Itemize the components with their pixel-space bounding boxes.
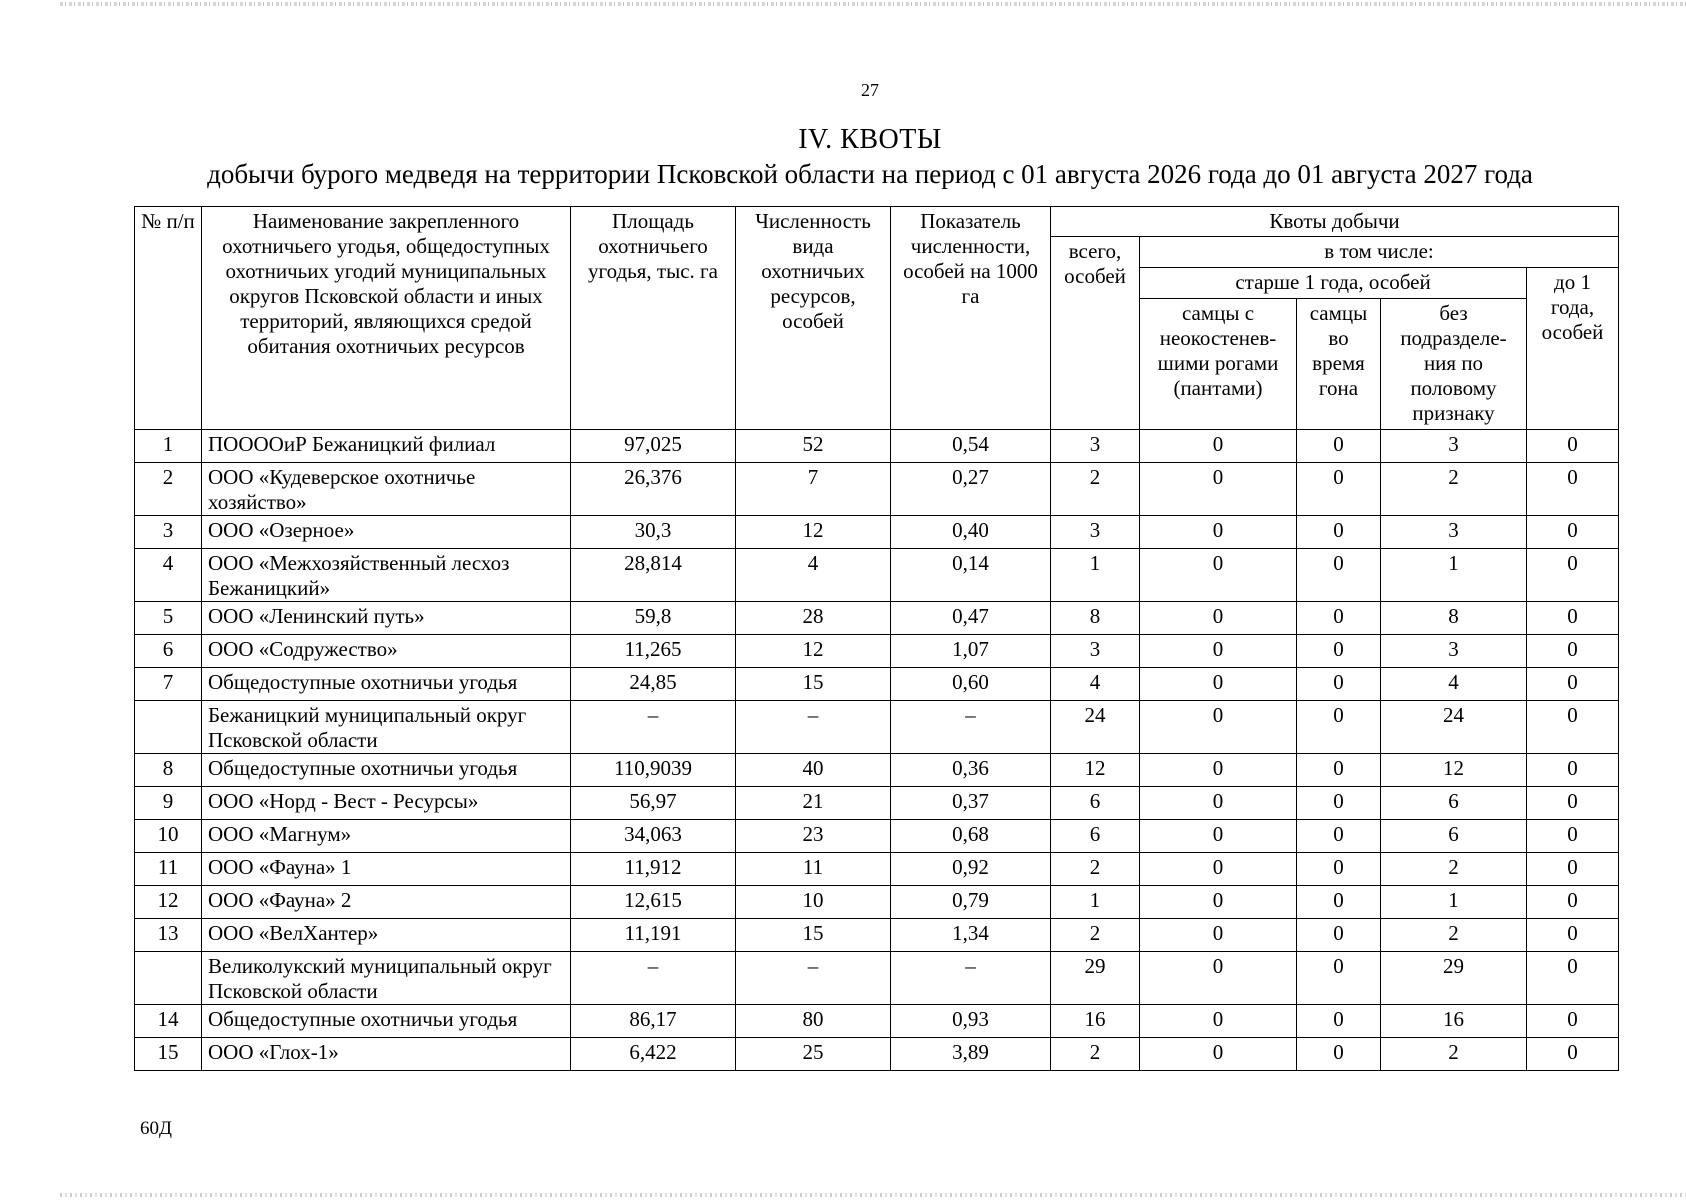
cell-area: 11,265: [571, 635, 736, 668]
cell-males-rut: 0: [1297, 919, 1381, 952]
table-row: [135, 787, 1619, 820]
cell-area: 11,191: [571, 919, 736, 952]
cell-population: 15: [736, 668, 891, 701]
cell-population: 28: [736, 602, 891, 635]
cell-total: 16: [1051, 1005, 1140, 1038]
cell-name: ООО «Межхозяйственный лесхоз Бежаницкий»: [202, 549, 571, 602]
cell-total: 2: [1051, 463, 1140, 516]
cell-total: 6: [1051, 787, 1140, 820]
table-row: [135, 919, 1619, 952]
cell-males-antlers: 0: [1140, 430, 1297, 463]
cell-males-rut: 0: [1297, 1038, 1381, 1071]
cell-density: 0,37: [891, 787, 1051, 820]
header-total: всего, особей: [1051, 237, 1140, 430]
cell-males-antlers: 0: [1140, 549, 1297, 602]
cell-under1: 0: [1527, 549, 1619, 602]
table-row: [135, 602, 1619, 635]
cell-num: 8: [135, 754, 202, 787]
table-row: [135, 754, 1619, 787]
cell-males-rut: 0: [1297, 668, 1381, 701]
cell-males-antlers: 0: [1140, 886, 1297, 919]
cell-name: ООО «Норд - Вест - Ресурсы»: [202, 787, 571, 820]
cell-name: Общедоступные охотничьи угодья: [202, 754, 571, 787]
cell-under1: 0: [1527, 1038, 1619, 1071]
cell-males-antlers: 0: [1140, 516, 1297, 549]
cell-num: 2: [135, 463, 202, 516]
cell-no-gender: 2: [1381, 1038, 1527, 1071]
cell-total: 6: [1051, 820, 1140, 853]
header-name: Наименование закрепленного охотничьего угодья, общедоступных охотничьих угодий муниципальных округов Псковской области и иных территорий, являющихся средой обитания охотничьих ресурсов: [202, 207, 571, 430]
cell-density: 0,93: [891, 1005, 1051, 1038]
cell-name: ПООООиР Бежаницкий филиал: [202, 430, 571, 463]
cell-no-gender: 6: [1381, 787, 1527, 820]
cell-density: 0,79: [891, 886, 1051, 919]
table-row: [135, 886, 1619, 919]
cell-population: –: [736, 952, 891, 1005]
table-row: [135, 516, 1619, 549]
header-num: № п/п: [135, 207, 202, 430]
cell-males-rut: 0: [1297, 516, 1381, 549]
header-area: Площадь охотничьего угодья, тыс. га: [571, 207, 736, 430]
cell-num: 6: [135, 635, 202, 668]
cell-total: 3: [1051, 635, 1140, 668]
cell-density: –: [891, 701, 1051, 754]
cell-no-gender: 2: [1381, 919, 1527, 952]
cell-area: 11,912: [571, 853, 736, 886]
cell-name: ООО «ВелХантер»: [202, 919, 571, 952]
cell-area: 56,97: [571, 787, 736, 820]
cell-males-rut: 0: [1297, 1005, 1381, 1038]
cell-num: 14: [135, 1005, 202, 1038]
table-row: [135, 635, 1619, 668]
cell-no-gender: 3: [1381, 635, 1527, 668]
cell-total: 1: [1051, 886, 1140, 919]
cell-no-gender: 1: [1381, 549, 1527, 602]
cell-no-gender: 8: [1381, 602, 1527, 635]
cell-num: 7: [135, 668, 202, 701]
cell-total: 12: [1051, 754, 1140, 787]
cell-under1: 0: [1527, 820, 1619, 853]
cell-males-antlers: 0: [1140, 668, 1297, 701]
cell-population: 15: [736, 919, 891, 952]
cell-area: –: [571, 701, 736, 754]
cell-name: ООО «Глох-1»: [202, 1038, 571, 1071]
cell-no-gender: 16: [1381, 1005, 1527, 1038]
cell-total: 1: [1051, 549, 1140, 602]
cell-no-gender: 4: [1381, 668, 1527, 701]
cell-males-antlers: 0: [1140, 602, 1297, 635]
cell-population: 21: [736, 787, 891, 820]
table-row: [135, 701, 1619, 754]
cell-no-gender: 6: [1381, 820, 1527, 853]
cell-total: 2: [1051, 853, 1140, 886]
cell-num: [135, 952, 202, 1005]
cell-name: Бежаницкий муниципальный округ Псковской области: [202, 701, 571, 754]
cell-males-antlers: 0: [1140, 853, 1297, 886]
cell-area: 110,9039: [571, 754, 736, 787]
cell-males-rut: 0: [1297, 602, 1381, 635]
cell-males-antlers: 0: [1140, 463, 1297, 516]
cell-area: 86,17: [571, 1005, 736, 1038]
cell-males-rut: 0: [1297, 549, 1381, 602]
cell-density: 0,14: [891, 549, 1051, 602]
cell-population: 25: [736, 1038, 891, 1071]
cell-population: 12: [736, 635, 891, 668]
cell-area: 24,85: [571, 668, 736, 701]
cell-name: ООО «Озерное»: [202, 516, 571, 549]
cell-name: ООО «Фауна» 2: [202, 886, 571, 919]
cell-under1: 0: [1527, 635, 1619, 668]
cell-under1: 0: [1527, 886, 1619, 919]
cell-area: –: [571, 952, 736, 1005]
cell-name: ООО «Ленинский путь»: [202, 602, 571, 635]
cell-num: [135, 701, 202, 754]
table-row: [135, 668, 1619, 701]
cell-males-antlers: 0: [1140, 787, 1297, 820]
cell-males-rut: 0: [1297, 430, 1381, 463]
cell-area: 28,814: [571, 549, 736, 602]
header-density: Показатель численности, особей на 1000 га: [891, 207, 1051, 430]
cell-population: 40: [736, 754, 891, 787]
cell-total: 2: [1051, 919, 1140, 952]
cell-under1: 0: [1527, 754, 1619, 787]
cell-males-antlers: 0: [1140, 919, 1297, 952]
cell-area: 97,025: [571, 430, 736, 463]
cell-males-antlers: 0: [1140, 952, 1297, 1005]
cell-males-rut: 0: [1297, 886, 1381, 919]
cell-population: 52: [736, 430, 891, 463]
cell-name: ООО «Кудеверское охотничье хозяйство»: [202, 463, 571, 516]
cell-density: 0,40: [891, 516, 1051, 549]
quota-table: [134, 206, 1619, 1071]
cell-num: 15: [135, 1038, 202, 1071]
header-males-antlers: самцы с неокостенев-шими рогами (пантами): [1140, 299, 1297, 430]
cell-no-gender: 2: [1381, 463, 1527, 516]
cell-population: 4: [736, 549, 891, 602]
cell-males-rut: 0: [1297, 820, 1381, 853]
cell-under1: 0: [1527, 787, 1619, 820]
cell-area: 26,376: [571, 463, 736, 516]
table-row: [135, 1038, 1619, 1071]
table-row: [135, 853, 1619, 886]
cell-name: Общедоступные охотничьи угодья: [202, 1005, 571, 1038]
cell-density: 1,07: [891, 635, 1051, 668]
cell-males-rut: 0: [1297, 952, 1381, 1005]
header-including: в том числе:: [1140, 237, 1619, 268]
cell-males-rut: 0: [1297, 463, 1381, 516]
table-row: [135, 463, 1619, 516]
cell-no-gender: 24: [1381, 701, 1527, 754]
table-row: [135, 430, 1619, 463]
table-row: [135, 1005, 1619, 1038]
cell-total: 24: [1051, 701, 1140, 754]
cell-num: 10: [135, 820, 202, 853]
header-under1: до 1 года, особей: [1527, 268, 1619, 430]
header-quotas: Квоты добычи: [1051, 207, 1619, 237]
section-subtitle: добычи бурого медведя на территории Псковской области на период с 01 августа 2026 года до 01 августа 2027 года: [207, 159, 1533, 189]
cell-under1: 0: [1527, 430, 1619, 463]
cell-males-antlers: 0: [1140, 1038, 1297, 1071]
cell-under1: 0: [1527, 602, 1619, 635]
header-no-gender: без подразделе-ния по половому признаку: [1381, 299, 1527, 430]
header-older: старше 1 года, особей: [1140, 268, 1527, 299]
cell-under1: 0: [1527, 1005, 1619, 1038]
document-code: 60Д: [140, 1118, 172, 1139]
scan-edge-top: [60, 2, 1686, 6]
cell-males-antlers: 0: [1140, 701, 1297, 754]
cell-area: 30,3: [571, 516, 736, 549]
cell-population: 23: [736, 820, 891, 853]
cell-density: 0,60: [891, 668, 1051, 701]
cell-males-rut: 0: [1297, 754, 1381, 787]
cell-name: Общедоступные охотничьи угодья: [202, 668, 571, 701]
cell-density: 0,27: [891, 463, 1051, 516]
cell-num: 3: [135, 516, 202, 549]
cell-num: 11: [135, 853, 202, 886]
cell-name: ООО «Содружество»: [202, 635, 571, 668]
cell-density: 0,47: [891, 602, 1051, 635]
cell-no-gender: 12: [1381, 754, 1527, 787]
cell-males-antlers: 0: [1140, 820, 1297, 853]
table-row: [135, 549, 1619, 602]
cell-males-rut: 0: [1297, 701, 1381, 754]
cell-population: 10: [736, 886, 891, 919]
table-row: [135, 952, 1619, 1005]
scan-edge-bottom: [60, 1193, 1686, 1197]
cell-area: 34,063: [571, 820, 736, 853]
cell-no-gender: 2: [1381, 853, 1527, 886]
cell-no-gender: 1: [1381, 886, 1527, 919]
cell-population: 11: [736, 853, 891, 886]
cell-under1: 0: [1527, 668, 1619, 701]
cell-total: 8: [1051, 602, 1140, 635]
cell-under1: 0: [1527, 463, 1619, 516]
cell-no-gender: 29: [1381, 952, 1527, 1005]
cell-area: 59,8: [571, 602, 736, 635]
cell-population: 80: [736, 1005, 891, 1038]
cell-under1: 0: [1527, 701, 1619, 754]
cell-num: 1: [135, 430, 202, 463]
table-row: [135, 820, 1619, 853]
cell-males-antlers: 0: [1140, 754, 1297, 787]
cell-males-antlers: 0: [1140, 635, 1297, 668]
cell-area: 6,422: [571, 1038, 736, 1071]
cell-under1: 0: [1527, 919, 1619, 952]
cell-num: 4: [135, 549, 202, 602]
cell-no-gender: 3: [1381, 516, 1527, 549]
cell-num: 13: [135, 919, 202, 952]
cell-population: –: [736, 701, 891, 754]
cell-num: 12: [135, 886, 202, 919]
cell-under1: 0: [1527, 853, 1619, 886]
cell-total: 4: [1051, 668, 1140, 701]
section-title: IV. КВОТЫ: [798, 124, 942, 155]
cell-density: 3,89: [891, 1038, 1051, 1071]
cell-males-antlers: 0: [1140, 1005, 1297, 1038]
cell-name: ООО «Магнум»: [202, 820, 571, 853]
cell-area: 12,615: [571, 886, 736, 919]
cell-name: Великолукский муниципальный округ Псковской области: [202, 952, 571, 1005]
cell-density: 0,68: [891, 820, 1051, 853]
cell-no-gender: 3: [1381, 430, 1527, 463]
cell-density: –: [891, 952, 1051, 1005]
cell-under1: 0: [1527, 516, 1619, 549]
cell-density: 1,34: [891, 919, 1051, 952]
cell-num: 9: [135, 787, 202, 820]
cell-density: 0,92: [891, 853, 1051, 886]
cell-total: 3: [1051, 430, 1140, 463]
cell-population: 7: [736, 463, 891, 516]
cell-under1: 0: [1527, 952, 1619, 1005]
cell-density: 0,36: [891, 754, 1051, 787]
cell-total: 3: [1051, 516, 1140, 549]
cell-total: 2: [1051, 1038, 1140, 1071]
header-males-rut: самцы во время гона: [1297, 299, 1381, 430]
cell-total: 29: [1051, 952, 1140, 1005]
cell-males-rut: 0: [1297, 635, 1381, 668]
cell-name: ООО «Фауна» 1: [202, 853, 571, 886]
cell-density: 0,54: [891, 430, 1051, 463]
cell-males-rut: 0: [1297, 853, 1381, 886]
cell-population: 12: [736, 516, 891, 549]
header-population: Численность вида охотничьих ресурсов, особей: [736, 207, 891, 430]
cell-males-rut: 0: [1297, 787, 1381, 820]
cell-num: 5: [135, 602, 202, 635]
page-number: 27: [861, 80, 879, 100]
